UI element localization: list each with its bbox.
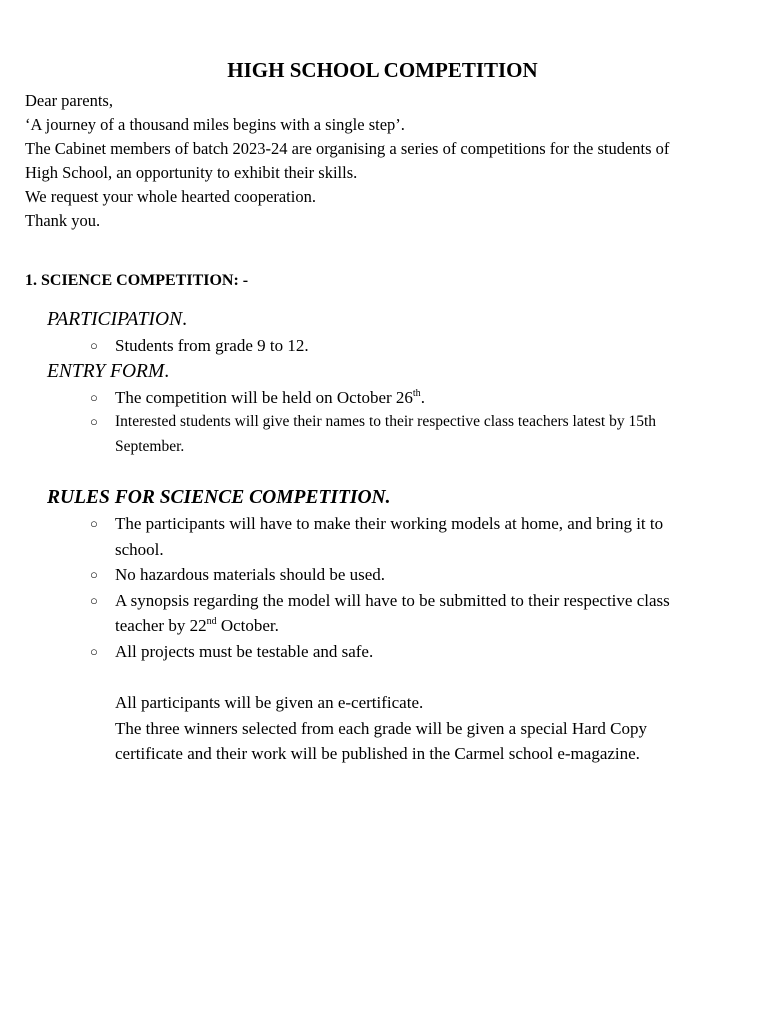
list-item <box>90 385 740 411</box>
entry-form-heading <box>47 359 740 385</box>
bullet-circle-icon: ○ <box>90 567 98 582</box>
winners-note-cont: certificate and their work will be published in the Carmel school e-magazine. <box>115 744 640 763</box>
intro-line: High School, an opportunity to exhibit their skills. <box>25 163 358 182</box>
list-item-text: No hazardous materials should be used. <box>115 565 386 584</box>
intro-line: The Cabinet members of batch 2023-24 are organising a series of competitions for the students of <box>25 139 670 158</box>
list-item-text: The participants will have to make their working models at home, and bring it to <box>115 514 664 533</box>
page-title: HIGH SCHOOL COMPETITION <box>227 58 538 82</box>
bullet-circle-icon: ○ <box>90 516 98 531</box>
bullet-circle-icon: ○ <box>90 592 98 608</box>
participation-list <box>25 333 740 359</box>
bullet-circle-icon: ○ <box>90 643 98 659</box>
closing-notes <box>115 690 740 767</box>
list-item <box>90 410 740 459</box>
list-item-text: Students from grade 9 to 12. <box>115 336 309 355</box>
intro-letter <box>25 89 740 233</box>
thank-you: Thank you. <box>25 211 101 230</box>
bullet-circle-icon: ○ <box>90 414 98 429</box>
list-item <box>90 639 740 665</box>
entry-form-heading-punct: . <box>164 360 170 382</box>
list-item-text: All projects must be testable and safe. <box>115 641 374 661</box>
entry-form-list <box>25 385 740 460</box>
superscript: th <box>412 387 421 399</box>
participation-heading-text: PARTICIPATION <box>47 309 183 330</box>
bullet-circle-icon: ○ <box>90 389 98 405</box>
list-item <box>90 511 740 562</box>
winners-note: The three winners selected from each grade will be given a special Hard Copy <box>115 718 647 738</box>
superscript: nd <box>206 616 217 627</box>
rules-heading: RULES FOR SCIENCE COMPETITION. <box>47 487 391 508</box>
list-item-text: Interested students will give their names to their respective class teachers latest by 15th <box>115 413 657 430</box>
participation-heading-punct: . <box>182 309 187 330</box>
section-heading-science: 1. SCIENCE COMPETITION: - <box>25 272 249 289</box>
bullet-circle-icon: ○ <box>90 338 98 353</box>
rules-list <box>25 511 740 664</box>
greeting: Dear parents, <box>25 91 113 110</box>
entry-form-heading-text: ENTRY FORM <box>47 360 165 382</box>
list-item-text-end: . <box>420 387 425 407</box>
list-item <box>90 333 740 359</box>
list-item-text: A synopsis regarding the model will have to be submitted to their respective class <box>115 590 670 610</box>
intro-line: We request your whole hearted cooperation. <box>25 187 316 206</box>
list-item-text-cont: September. <box>115 437 185 455</box>
list-item <box>90 562 740 588</box>
list-item <box>90 588 740 639</box>
list-item-text-cont: teacher by 22 <box>115 616 207 635</box>
certificate-note: All participants will be given an e-certificate. <box>115 693 424 712</box>
spacer <box>25 459 740 485</box>
list-item-text: The competition will be held on October 26 <box>115 387 413 407</box>
quote: ‘A journey of a thousand miles begins with a single step’. <box>25 115 405 134</box>
list-item-text-end: October. <box>216 616 279 635</box>
list-item-text-cont: school. <box>115 539 164 559</box>
participation-heading <box>47 307 740 333</box>
